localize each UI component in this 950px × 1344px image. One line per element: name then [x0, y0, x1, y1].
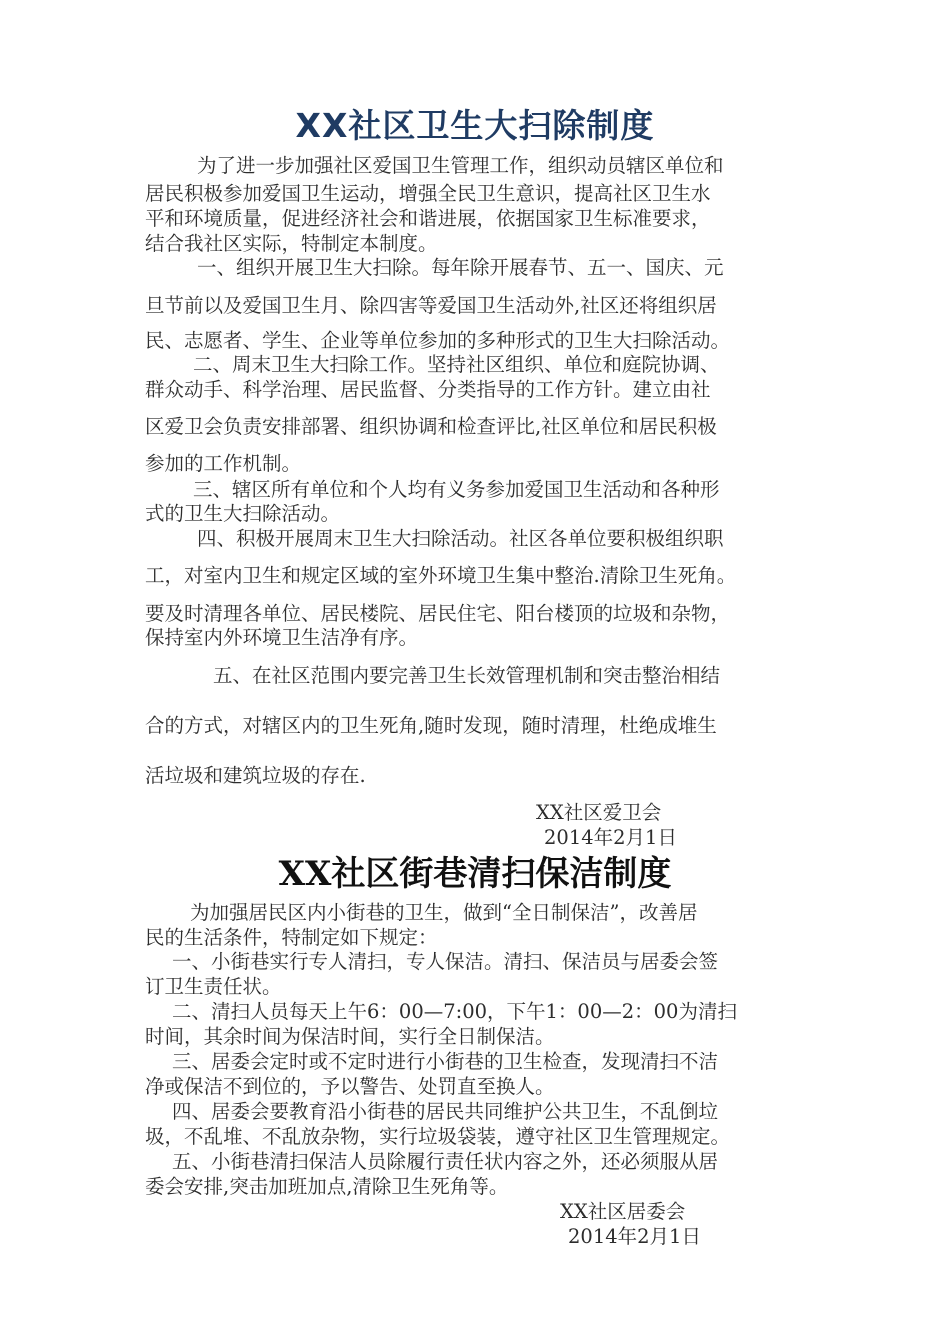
- doc1-line: 结合我社区实际，特制定本制度。: [145, 232, 438, 255]
- doc2-signature: XX社区居委会: [560, 1200, 686, 1223]
- doc2-line: 四、居委会要教育沿小街巷的居民共同维护公共卫生，不乱倒垃: [172, 1100, 719, 1123]
- doc2-line: 净或保洁不到位的，予以警告、处罚直至换人。: [145, 1075, 555, 1098]
- doc1-line: 民、志愿者、学生、企业等单位参加的多种形式的卫生大扫除活动。: [145, 329, 731, 352]
- doc1-line: 区爱卫会负责安排部署、组织协调和检查评比,社区单位和居民积极: [145, 415, 717, 438]
- doc1-line: 四、积极开展周末卫生大扫除活动。社区各单位要积极组织职: [197, 527, 724, 550]
- doc2-line: 为加强居民区内小街巷的卫生，做到“全日制保洁”，改善居: [190, 901, 698, 924]
- doc2-line: 五、小街巷清扫保洁人员除履行责任状内容之外，还必须服从居: [172, 1150, 719, 1173]
- doc2-line: 二、清扫人员每天上午6：00—7:00，下午1：00—2：00为清扫: [172, 1000, 737, 1023]
- doc2-date: 2014年2月1日: [568, 1225, 701, 1248]
- doc1-line: 工，对室内卫生和规定区域的室外环境卫生集中整治.清除卫生死角。: [145, 564, 737, 587]
- doc1-signature: XX社区爱卫会: [536, 801, 662, 824]
- doc1-line: 居民积极参加爱国卫生运动，增强全民卫生意识，提高社区卫生水: [145, 182, 711, 205]
- doc2-line: 订卫生责任状。: [145, 975, 282, 998]
- doc2-line: 圾，不乱堆、不乱放杂物，实行垃圾袋装，遵守社区卫生管理规定。: [145, 1125, 731, 1148]
- doc1-line: 参加的工作机制。: [145, 452, 302, 475]
- doc2-line: 一、小街巷实行专人清扫，专人保洁。清扫、保洁员与居委会签: [172, 950, 719, 973]
- doc1-line: 保持室内外环境卫生洁净有序。: [145, 626, 419, 649]
- doc1-line: 一、组织开展卫生大扫除。每年除开展春节、五一、国庆、元: [197, 256, 724, 279]
- doc1-line: 式的卫生大扫除活动。: [145, 502, 341, 525]
- doc1-line: 群众动手、科学治理、居民监督、分类指导的工作方针。建立由社: [145, 378, 711, 401]
- doc1-line: 要及时清理各单位、居民楼院、居民住宅、阳台楼顶的垃圾和杂物，: [145, 602, 731, 625]
- doc1-date: 2014年2月1日: [544, 826, 677, 849]
- doc1-line: 二、周末卫生大扫除工作。坚持社区组织、单位和庭院协调、: [193, 353, 720, 376]
- doc1-line: 旦节前以及爱国卫生月、除四害等爱国卫生活动外,社区还将组织居: [145, 294, 717, 317]
- doc1-line: 三、辖区所有单位和个人均有义务参加爱国卫生活动和各种形: [193, 478, 720, 501]
- doc2-line: 委会安排,突击加班加点,清除卫生死角等。: [145, 1175, 509, 1198]
- doc1-line: 合的方式，对辖区内的卫生死角,随时发现，随时清理，杜绝成堆生: [145, 714, 717, 737]
- document-title-1: XX社区卫生大扫除制度: [295, 106, 655, 145]
- doc2-line: 三、居委会定时或不定时进行小街巷的卫生检查，发现清扫不洁: [172, 1050, 719, 1073]
- doc2-line: 时间，其余时间为保洁时间，实行全日制保洁。: [145, 1025, 555, 1048]
- doc1-line: 平和环境质量，促进经济社会和谐进展，依据国家卫生标准要求，: [145, 207, 711, 230]
- doc2-line: 民的生活条件，特制定如下规定：: [145, 926, 438, 949]
- document-title-2: XX社区街巷清扫保洁制度: [278, 854, 672, 894]
- doc1-line: 五、在社区范围内要完善卫生长效管理机制和突击整治相结: [213, 664, 721, 687]
- doc1-line: 活垃圾和建筑垃圾的存在.: [145, 764, 366, 787]
- doc1-line: 为了进一步加强社区爱国卫生管理工作，组织动员辖区单位和: [197, 154, 724, 177]
